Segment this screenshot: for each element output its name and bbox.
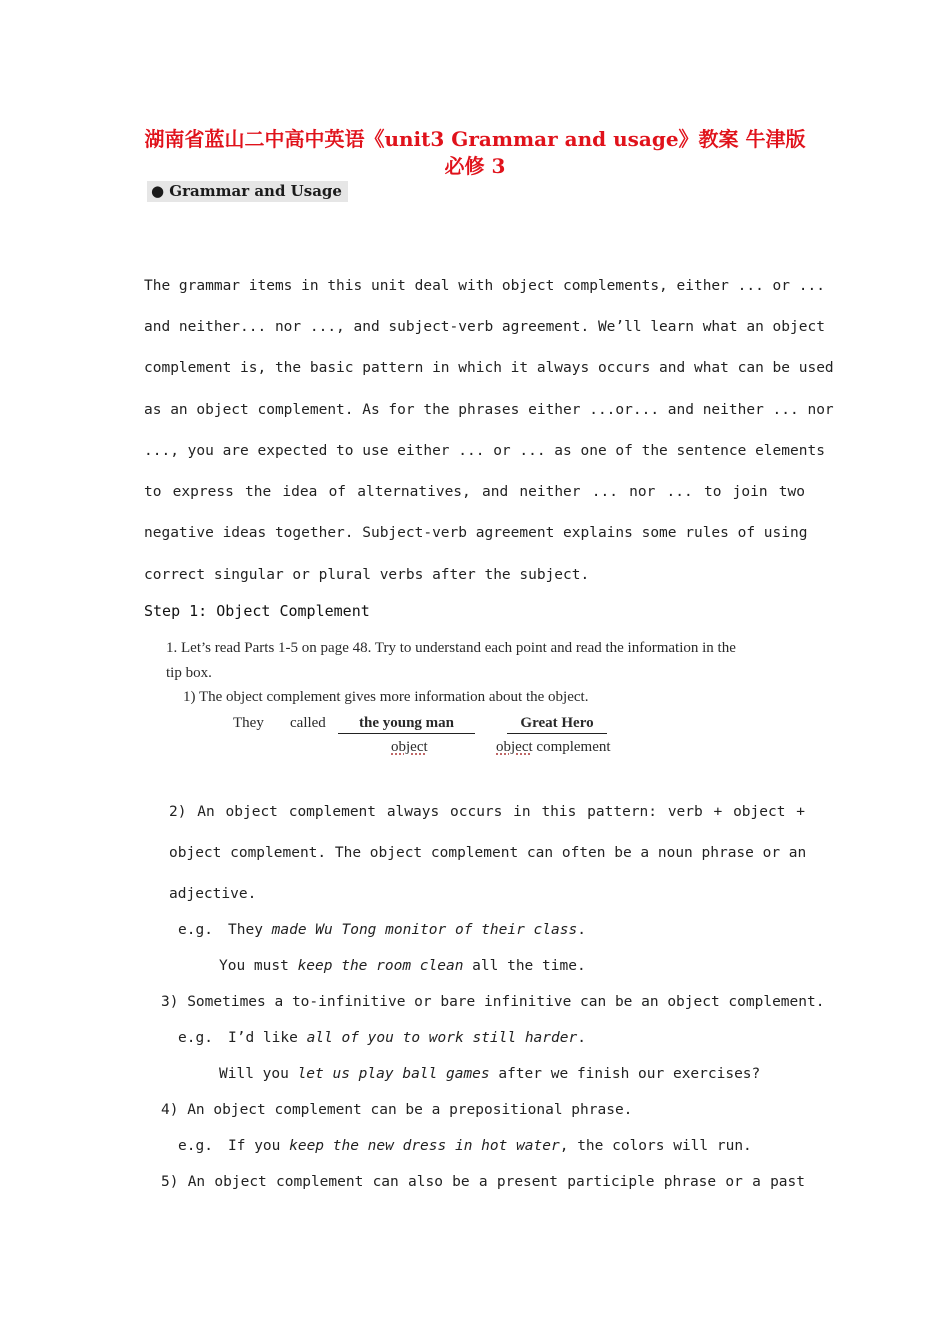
document-title-line2: 必修 3 [444,154,506,178]
point2-eg-label: e.g. [178,922,213,938]
point5-line: 5) An object complement can also be a present participle phrase or a past [161,1174,805,1190]
example-text: . [577,922,586,938]
point2-line: adjective. [169,886,257,902]
example-emphasis: keep the new dress in hot water [289,1138,560,1154]
example-text: all the time. [463,958,586,974]
label-object-complement [496,739,611,756]
example-emphasis: keep the room clean [297,958,464,974]
point1-text: 1) The object complement gives more information about the object. [183,689,589,705]
point2-line: object complement. The object complement can often be a noun phrase or an [169,845,807,861]
point4-example1 [228,1138,752,1154]
intro-line: The grammar items in this unit deal with object complements, either ... or ... [144,278,825,294]
intro-line: ..., you are expected to use either ... or ... as one of the sentence elements [144,443,825,459]
example-verb: called [290,715,326,731]
point3-example1 [228,1030,586,1046]
label-object-word: object [496,739,533,755]
label-complement-word: complement [536,739,611,755]
example-emphasis: let us play ball games [297,1066,490,1082]
point4-line: 4) An object complement can be a prepositional phrase. [161,1102,633,1118]
example-text: Will you [219,1066,298,1082]
example-complement-phrase: Great Hero [507,715,607,734]
point2-line: 2) An object complement always occurs in this pattern: verb + object + [169,804,805,820]
intro-line: complement is, the basic pattern in which it always occurs and what can be used [144,360,834,376]
point3-eg-label: e.g. [178,1030,213,1046]
example-text: They [228,922,272,938]
step-heading: Step 1: Object Complement [144,602,370,620]
point2-example2 [219,958,586,974]
item1-line2: tip box. [166,665,212,681]
example-text: , the colors will run. [559,1138,752,1154]
point4-eg-label: e.g. [178,1138,213,1154]
example-text: after we finish our exercises? [489,1066,761,1082]
example-text: I’d like [228,1030,307,1046]
section-badge: ● Grammar and Usage [147,181,348,202]
label-object: object [391,739,428,755]
intro-line: negative ideas together. Subject-verb agreement explains some rules of using [144,525,808,541]
example-text: If you [228,1138,290,1154]
example-text: You must [219,958,298,974]
intro-line: correct singular or plural verbs after the subject. [144,567,590,583]
document-title-line1: 湖南省蓝山二中高中英语《unit3 Grammar and usage》教案 牛津版 [144,127,806,151]
example-emphasis: all of you to work still harder [306,1030,578,1046]
intro-line: to express the idea of alternatives, and neither ... nor ... to join two [144,484,805,500]
item1-line1: 1. Let’s read Parts 1-5 on page 48. Try to understand each point and read the information in the [166,640,736,656]
point3-line: 3) Sometimes a to-infinitive or bare infinitive can be an object complement. [161,994,825,1010]
intro-line: and neither... nor ..., and subject-verb agreement. We’ll learn what an object [144,319,825,335]
example-text: . [577,1030,586,1046]
example-subject: They [233,715,264,731]
point2-example1 [228,922,586,938]
example-object-phrase: the young man [338,715,475,734]
example-emphasis: made Wu Tong monitor of their class [271,922,578,938]
intro-line: as an object complement. As for the phrases either ...or... and neither ... nor [144,402,834,418]
point3-example2 [219,1066,760,1082]
